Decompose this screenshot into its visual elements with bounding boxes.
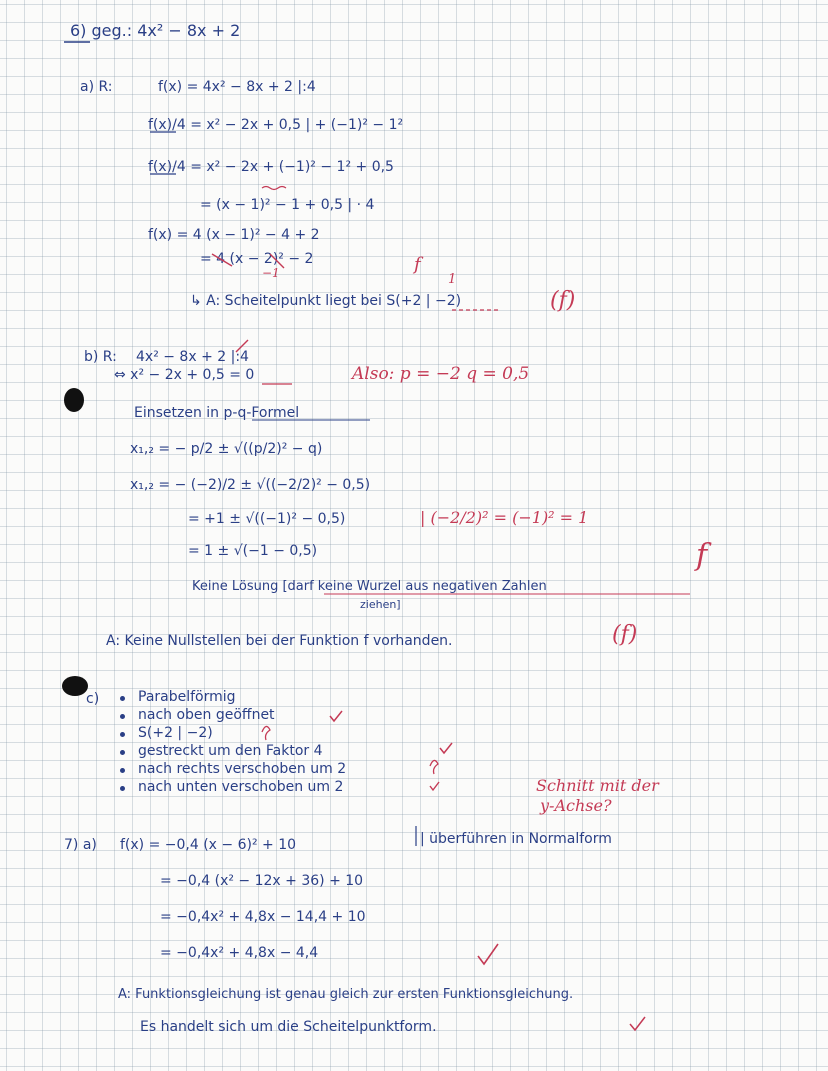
- strike-through: [212, 254, 232, 266]
- task7-answer-1: A: Funktionsgleichung ist genau gleich zur ersten Funktionsgleichung.: [118, 987, 574, 1002]
- task6b-line-2: ⇔ x² − 2x + 0,5 = 0: [114, 367, 255, 383]
- check-icon: [430, 782, 439, 790]
- task6b-red-mark-2: f: [696, 538, 708, 573]
- task6a-line-2: f(x)/4 = x² − 2x + 0,5 | + (−1)² − 1²: [148, 117, 404, 133]
- task7-label: 7) a): [64, 837, 97, 853]
- task7-comment: | überführen in Normalform: [420, 831, 612, 847]
- task6b-formula-3: = +1 ± √((−1)² − 0,5): [188, 511, 346, 527]
- task6c-bullet-1: Parabelförmig: [138, 689, 236, 705]
- task7-line-2: = −0,4 (x² − 12x + 36) + 10: [160, 873, 364, 889]
- task6c-bullet-6: nach unten verschoben um 2: [138, 779, 344, 795]
- task6a-line-5: f(x) = 4 (x − 1)² − 4 + 2: [148, 227, 320, 243]
- task6c-red-note-1: Schnitt mit der: [536, 776, 659, 795]
- task7-line-3: = −0,4x² + 4,8x − 14,4 + 10: [160, 909, 366, 925]
- task6a-label: a) R:: [80, 79, 113, 95]
- strike-through: [270, 254, 284, 268]
- check-icon: [440, 743, 452, 753]
- task6a-line-3: f(x)/4 = x² − 2x + (−1)² − 1² + 0,5: [148, 159, 394, 175]
- correction-mark: [262, 726, 270, 740]
- task6b-no-solution-2: ziehen]: [360, 598, 401, 611]
- correction-mark: [430, 760, 438, 774]
- task6b-red-mark-1: (f): [612, 622, 638, 647]
- task6c-bullet-3: S(+2 | −2): [138, 725, 213, 741]
- task6b-formula-2: x₁,₂ = − (−2)/2 ± √((−2/2)² − 0,5): [130, 477, 371, 493]
- task6-header: 6) geg.: 4x² − 8x + 2: [70, 21, 241, 40]
- strike-through: [236, 340, 248, 352]
- check-icon: [630, 1017, 645, 1030]
- task6a-line-6: = 4 (x − 2)² − 2: [200, 251, 314, 267]
- task6b-also: Also: p = −2 q = 0,5: [352, 364, 530, 384]
- task7-line-4: = −0,4x² + 4,8x − 4,4: [160, 945, 319, 961]
- task6b-answer: A: Keine Nullstellen bei der Funktion f vorhanden.: [106, 633, 453, 649]
- task6b-side-note: | (−2/2)² = (−1)² = 1: [420, 508, 589, 527]
- task6c-label: c): [86, 691, 100, 707]
- task6a-line-4: = (x − 1)² − 1 + 0,5 | · 4: [200, 197, 375, 213]
- task6a-line-1: f(x) = 4x² − 8x + 2 |:4: [158, 79, 316, 95]
- task6a-red-mark-3: 1: [448, 272, 457, 287]
- task6b-no-solution: Keine Lösung [darf keine Wurzel aus negativen Zahlen: [192, 579, 547, 594]
- task6b-line-1: 4x² − 8x + 2 |:4: [136, 349, 249, 365]
- task6a-red-mark-1: −1: [262, 266, 280, 280]
- task6c-red-note-2: y-Achse?: [540, 796, 612, 815]
- check-icon: [330, 711, 342, 721]
- task6a-red-mark-4: (f): [550, 288, 576, 313]
- task6c-bullet-5: nach rechts verschoben um 2: [138, 761, 347, 777]
- task7-line-1: f(x) = −0,4 (x − 6)² + 10: [120, 837, 297, 853]
- task6c-bullet-2: nach oben geöffnet: [138, 707, 275, 723]
- task6b-formula-4: = 1 ± √(−1 − 0,5): [188, 543, 318, 559]
- task6c-bullet-4: gestreckt um den Faktor 4: [138, 743, 323, 759]
- task6a-red-mark-2: f: [414, 254, 421, 275]
- squiggle: [262, 187, 286, 190]
- task6a-answer: ↳ A: Scheitelpunkt liegt bei S(+2 | −2): [190, 293, 462, 309]
- task7-answer-2: Es handelt sich um die Scheitelpunktform.: [140, 1019, 437, 1035]
- task6b-label: b) R:: [84, 349, 117, 365]
- check-icon: [478, 944, 498, 964]
- task6b-insert: Einsetzen in p-q-Formel: [134, 405, 300, 421]
- task6b-formula-1: x₁,₂ = − p/2 ± √((p/2)² − q): [130, 441, 323, 457]
